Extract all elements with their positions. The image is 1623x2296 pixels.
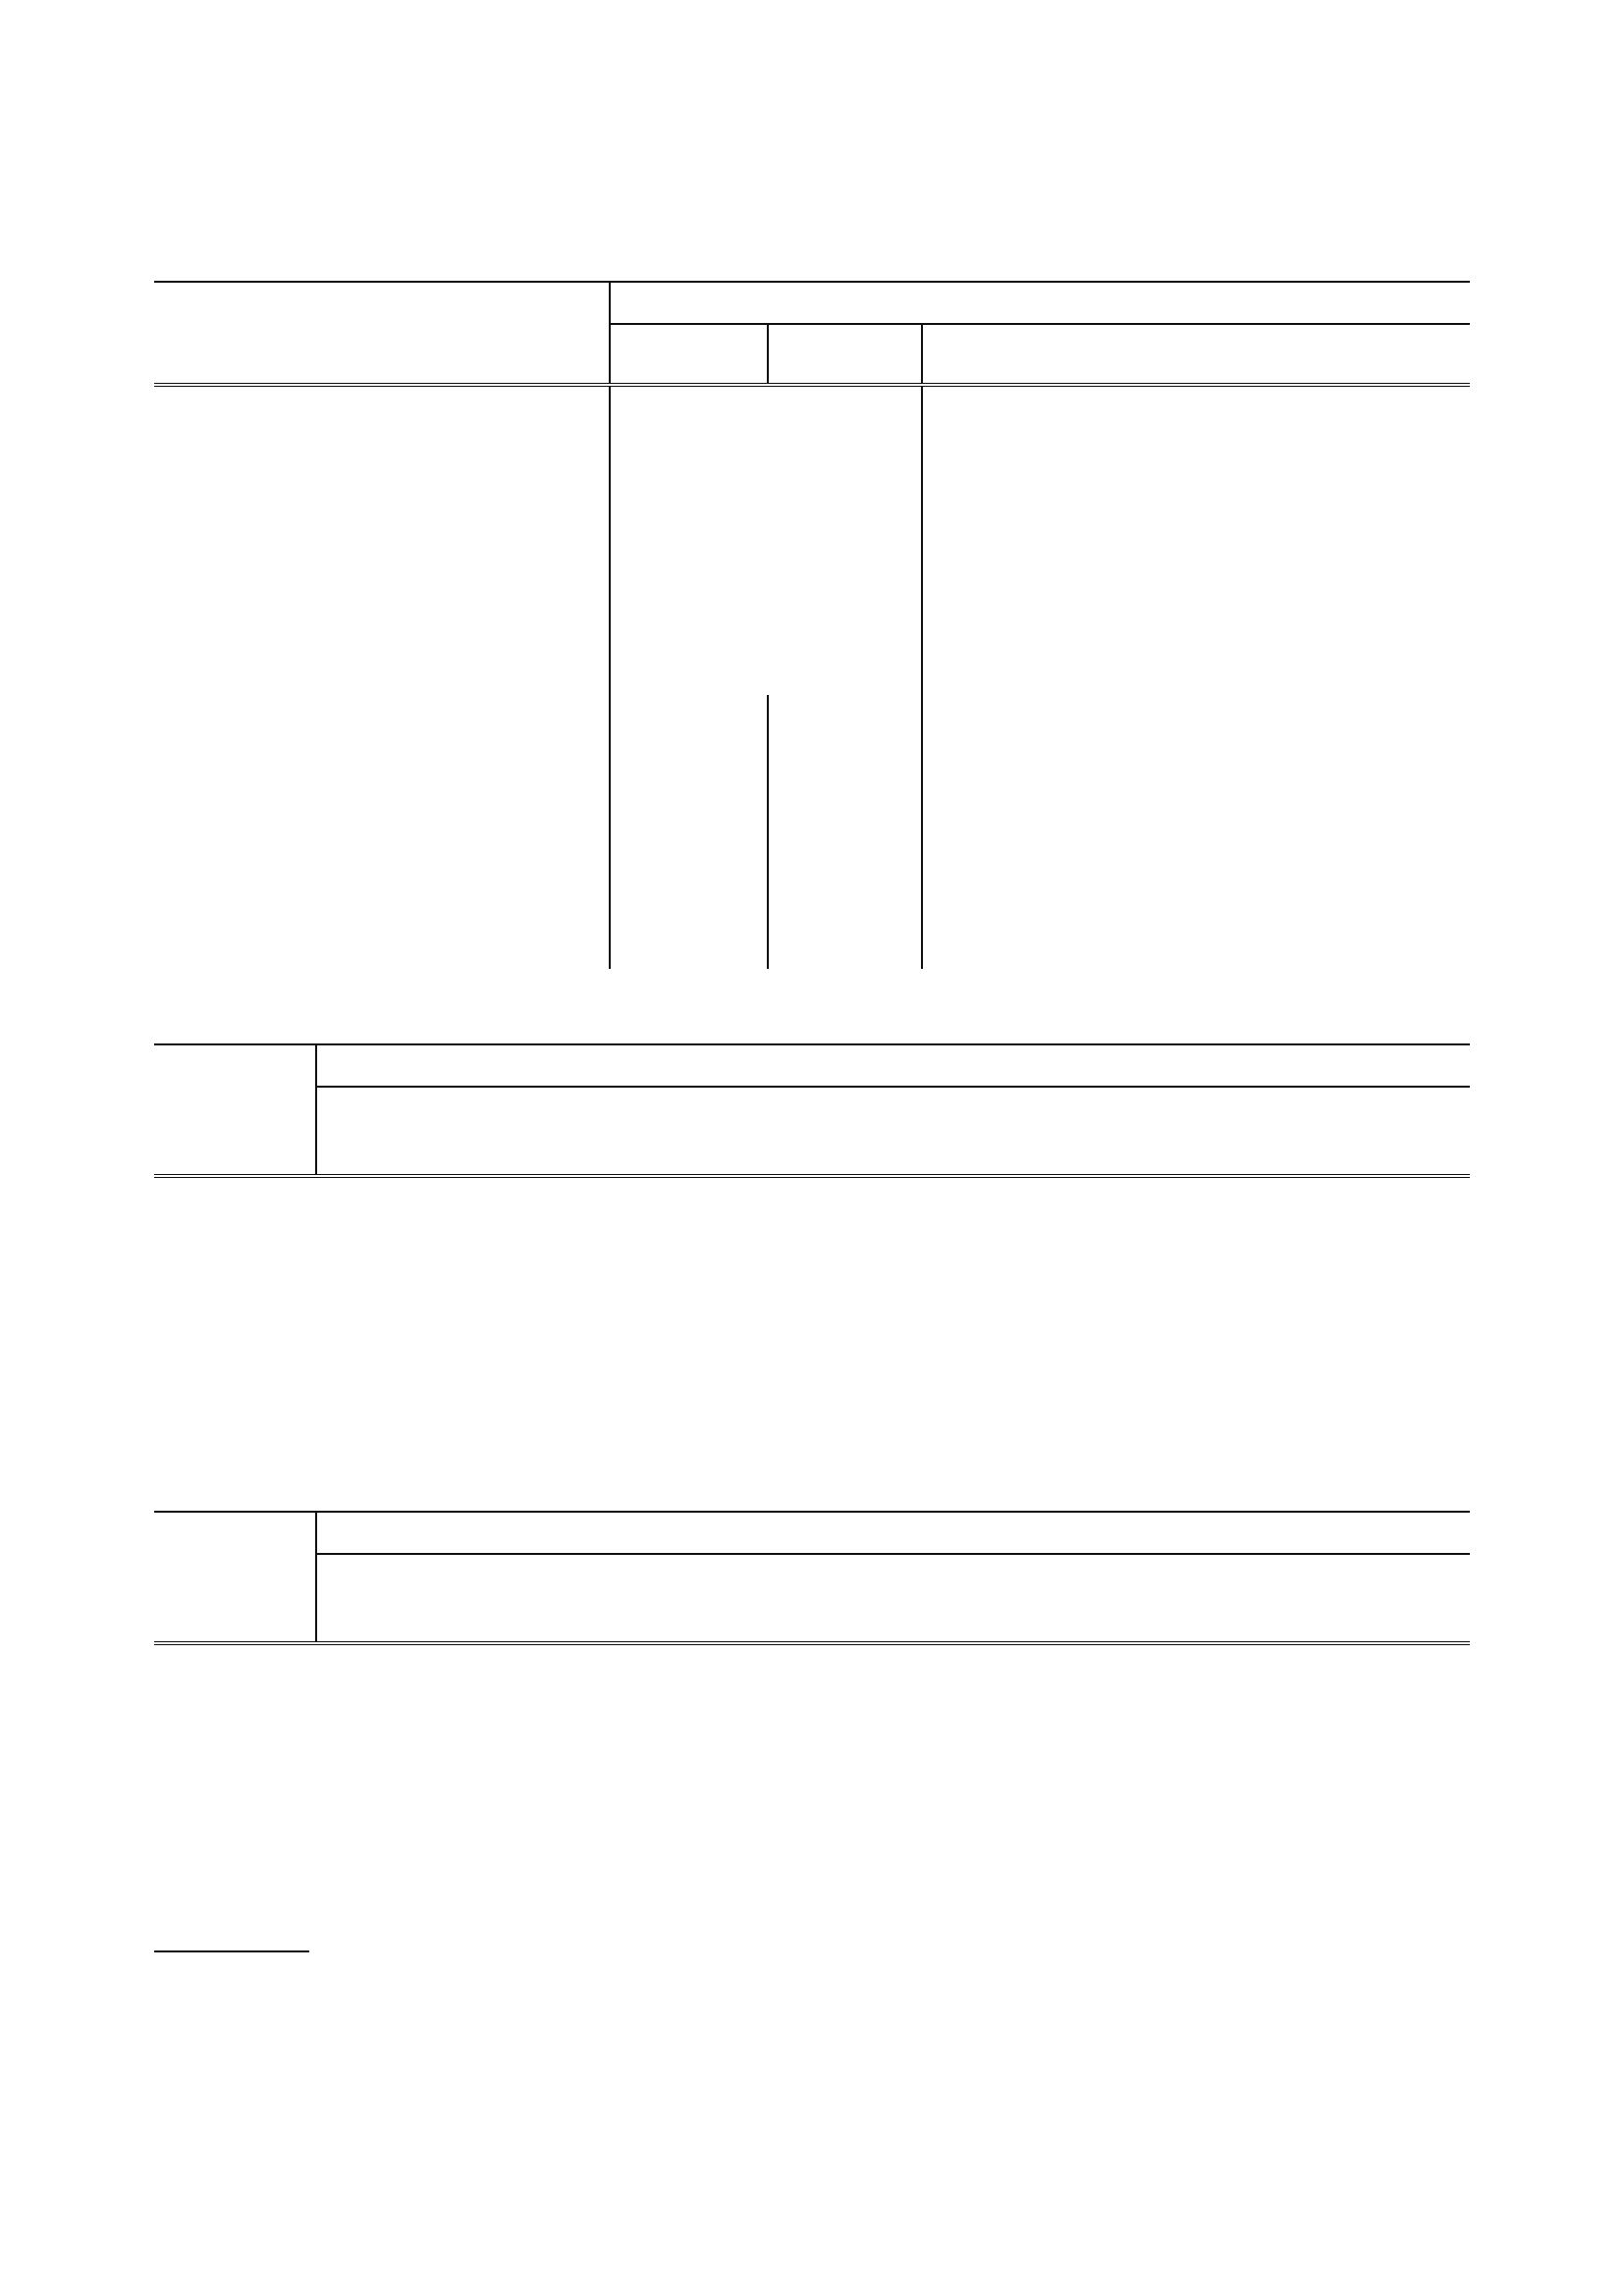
table-cell (610, 760, 768, 792)
table-cell (1366, 727, 1470, 760)
table-row (154, 400, 1470, 432)
spacer-cell (1150, 957, 1265, 969)
table-cell (610, 727, 768, 760)
merged-cell (610, 662, 922, 694)
table-cell (1265, 531, 1366, 563)
merged-cell (610, 465, 922, 498)
class-header (154, 1512, 316, 1643)
row-label (154, 531, 610, 563)
table-cell (922, 727, 1035, 760)
column-header (1150, 324, 1265, 385)
row-label (154, 498, 610, 530)
table-cell (922, 924, 1035, 956)
table-cell (1035, 858, 1150, 890)
table-cell (1366, 924, 1470, 956)
column-header (1035, 324, 1150, 385)
merged-cell (610, 498, 922, 530)
spacer-cell (922, 957, 1035, 969)
row-label (154, 727, 610, 760)
empty-cell (1150, 400, 1265, 432)
table-row (154, 432, 1470, 464)
spacer-cell (1366, 957, 1470, 969)
table-cell (1035, 531, 1150, 563)
table-cell (1035, 924, 1150, 956)
table-cell (768, 924, 922, 956)
size-header (316, 1512, 1470, 1554)
table-cell (768, 793, 922, 826)
table-cell (1366, 826, 1470, 858)
empty-cell (1035, 563, 1150, 596)
row-label (154, 760, 610, 792)
table-cell (1150, 465, 1265, 498)
empty-cell (1150, 563, 1265, 596)
table-cell (1150, 793, 1265, 826)
column-header (610, 324, 768, 385)
row-label (154, 695, 610, 727)
row-label (154, 858, 610, 890)
table-cell (768, 727, 922, 760)
table-cell (1265, 432, 1366, 464)
table-cell (768, 826, 922, 858)
table-cell (610, 695, 768, 727)
table-cell (1150, 596, 1265, 628)
table-cell (1035, 826, 1150, 858)
table-row (154, 826, 1470, 858)
table-cell (1265, 596, 1366, 628)
table-cell (1035, 432, 1150, 464)
table-cell (1366, 891, 1470, 924)
empty-cell (1035, 400, 1150, 432)
table-cell (1150, 891, 1265, 924)
empty-cell (1265, 629, 1366, 662)
table-cell (1150, 531, 1265, 563)
spacer-cell (768, 957, 922, 969)
row-label (154, 629, 610, 662)
table-cell (1366, 695, 1470, 727)
table-row (154, 629, 1470, 662)
table2 (154, 281, 1470, 969)
table-cell (768, 695, 922, 727)
row-label (154, 432, 610, 464)
table-cell (610, 924, 768, 956)
table-cell (1366, 498, 1470, 530)
spacer-cell (154, 957, 610, 969)
table-cell (768, 891, 922, 924)
table-row (154, 793, 1470, 826)
empty-cell (1035, 629, 1150, 662)
table-cell (922, 891, 1035, 924)
table-cell (922, 695, 1035, 727)
table-cell (922, 596, 1035, 628)
spacer-cell (610, 385, 922, 400)
merged-cell (610, 432, 922, 464)
table-cell (922, 432, 1035, 464)
table-row (154, 695, 1470, 727)
table-cell (922, 793, 1035, 826)
table-cell (1366, 793, 1470, 826)
table-cell (1150, 924, 1265, 956)
table-cell (1150, 432, 1265, 464)
empty-cell (610, 563, 922, 596)
table-row (154, 924, 1470, 956)
table-cell (1265, 924, 1366, 956)
table-cell (1035, 596, 1150, 628)
table-cell (1265, 826, 1366, 858)
table-row (154, 465, 1470, 498)
class-header (154, 1044, 316, 1176)
table-cell (922, 858, 1035, 890)
table-cell (1150, 662, 1265, 694)
table-cell (1150, 727, 1265, 760)
table-cell (922, 662, 1035, 694)
table-cell (610, 826, 768, 858)
table-cell (1150, 858, 1265, 890)
spacer-cell (1366, 385, 1470, 400)
spacer-cell (154, 385, 610, 400)
spacer-cell (922, 385, 1035, 400)
table3 (154, 1043, 1470, 1178)
column-header (922, 324, 1035, 385)
table-cell (922, 465, 1035, 498)
table-cell (1035, 793, 1150, 826)
table-cell (1035, 760, 1150, 792)
row-label (154, 465, 610, 498)
empty-cell (922, 400, 1035, 432)
table-row (154, 760, 1470, 792)
column-header (1366, 324, 1470, 385)
table-cell (1366, 662, 1470, 694)
table-cell (1035, 727, 1150, 760)
table-cell (1366, 465, 1470, 498)
merged-cell (610, 531, 922, 563)
empty-cell (1265, 400, 1366, 432)
table-cell (1265, 727, 1366, 760)
empty-cell (1265, 563, 1366, 596)
table-row (154, 858, 1470, 890)
table-cell (1265, 498, 1366, 530)
table-cell (1035, 662, 1150, 694)
empty-cell (1366, 563, 1470, 596)
empty-cell (922, 629, 1035, 662)
table-cell (1265, 695, 1366, 727)
table-cell (922, 531, 1035, 563)
table-cell (1366, 432, 1470, 464)
spacer-cell (1035, 385, 1150, 400)
table-cell (1366, 531, 1470, 563)
row-label (154, 924, 610, 956)
column-header (1265, 324, 1366, 385)
size-header (316, 1044, 1470, 1087)
table-cell (1150, 498, 1265, 530)
table-cell (610, 793, 768, 826)
empty-cell (922, 563, 1035, 596)
empty-cell (610, 400, 922, 432)
spacer-cell (1150, 385, 1265, 400)
table-cell (1035, 891, 1150, 924)
table-row (154, 891, 1470, 924)
table-row (154, 531, 1470, 563)
row-label (154, 563, 610, 596)
table-cell (1150, 695, 1265, 727)
spacer-cell (1035, 957, 1150, 969)
row-label (154, 400, 610, 432)
table-cell (1366, 596, 1470, 628)
empty-cell (1366, 400, 1470, 432)
table-row (154, 662, 1470, 694)
row-label (154, 596, 610, 628)
table3b (154, 1511, 1470, 1645)
empty-cell (1366, 629, 1470, 662)
table-cell (922, 498, 1035, 530)
table-cell (922, 760, 1035, 792)
table-row (154, 596, 1470, 628)
row-label (154, 891, 610, 924)
table-row (154, 727, 1470, 760)
column-header (768, 324, 922, 385)
table-cell (610, 891, 768, 924)
merged-cell (610, 596, 922, 628)
footnote-separator (154, 1950, 309, 1952)
empty-cell (610, 629, 922, 662)
table-cell (1265, 465, 1366, 498)
table-cell (768, 760, 922, 792)
fraction-header (316, 1130, 1470, 1176)
fraction-header (316, 1597, 1470, 1643)
table-cell (1366, 760, 1470, 792)
indicator-header (154, 282, 610, 385)
table-cell (1150, 760, 1265, 792)
row-label (154, 793, 610, 826)
table-cell (1035, 695, 1150, 727)
table-cell (922, 826, 1035, 858)
table-cell (768, 858, 922, 890)
spacer-cell (1265, 957, 1366, 969)
table-cell (1265, 891, 1366, 924)
row-label (154, 826, 610, 858)
table-cell (1265, 858, 1366, 890)
table-cell (610, 858, 768, 890)
table-cell (1265, 760, 1366, 792)
norm-group-header (610, 282, 1470, 324)
table-cell (1366, 858, 1470, 890)
row-label (154, 662, 610, 694)
table-row (154, 563, 1470, 596)
table-row (154, 498, 1470, 530)
table-cell (1265, 793, 1366, 826)
empty-cell (1150, 629, 1265, 662)
table-cell (1265, 662, 1366, 694)
table-cell (1035, 465, 1150, 498)
table-cell (1035, 498, 1150, 530)
spacer-cell (610, 957, 768, 969)
table-cell (1150, 826, 1265, 858)
spacer-cell (1265, 385, 1366, 400)
